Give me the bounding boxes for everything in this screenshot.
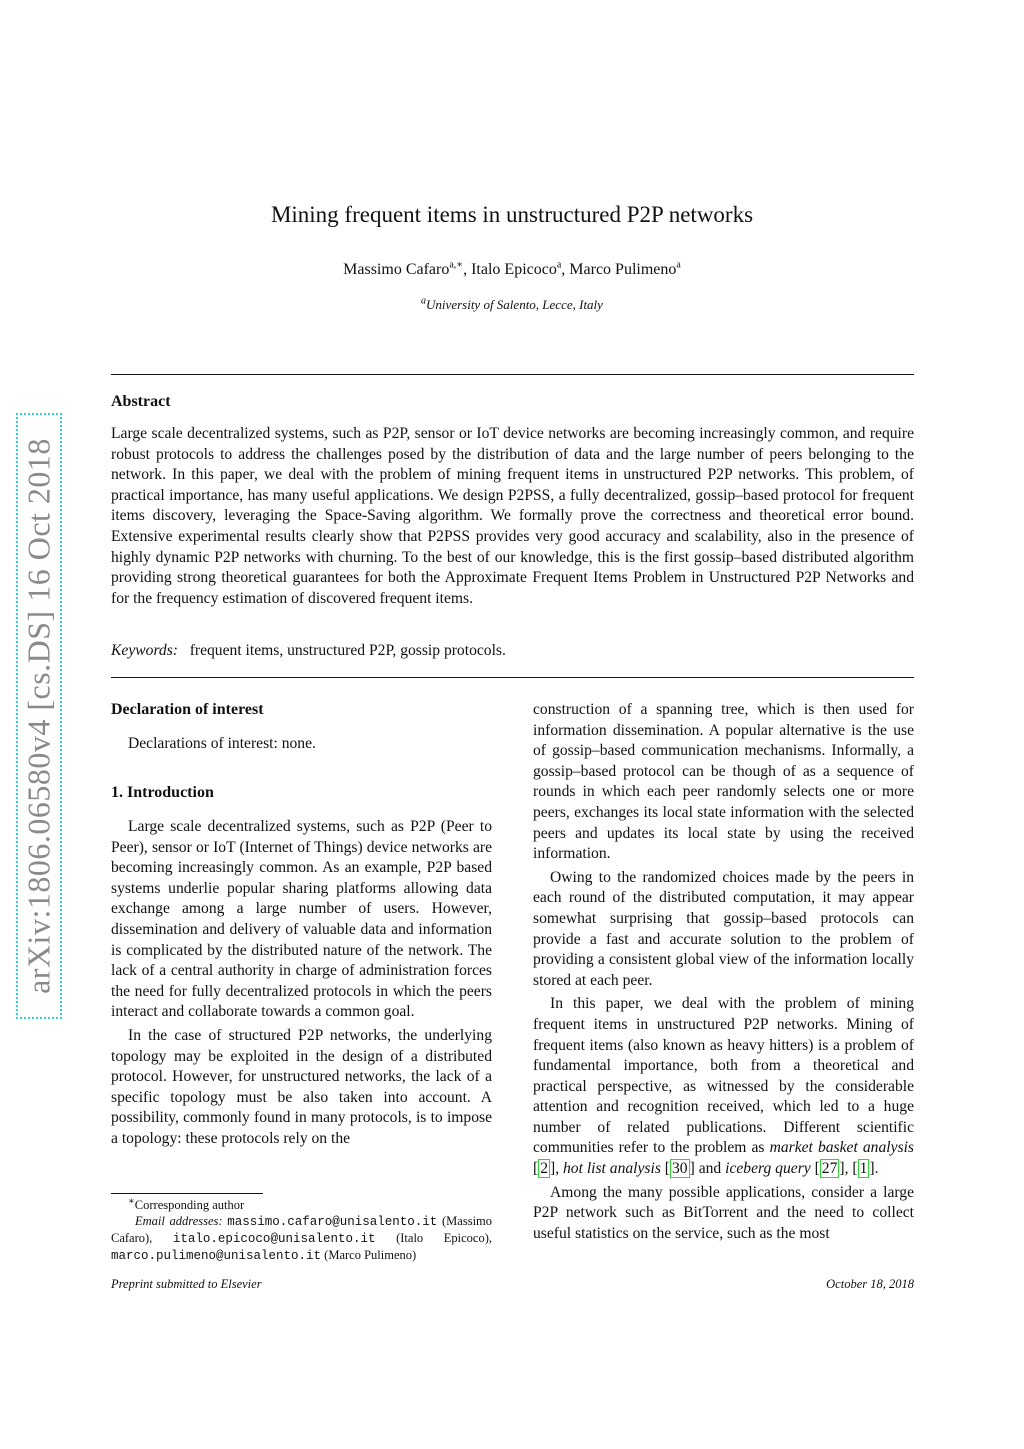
paragraph: In this paper, we deal with the problem of mining frequent items in unstructured P2P networks. Mining of frequent items (also known as heavy hitters) is a problem of fundamental importance, both from a theoretical and practical perspective, as witnessed by the considerable attention and recognition received, which led to a huge number of related publications. Different scientific communities refer to the problem as market basket analysis [ 2 ], hot list analysis [ 30 ] and iceberg query [ 27 ], [ 1 ]. [533,995,914,1178]
keywords [111,641,914,662]
paper-title: Mining frequent items in unstructured P2P networks [270,202,754,227]
citation-link[interactable]: 30 [672,1160,688,1178]
declaration-heading: Declaration of interest [111,701,264,718]
paragraph: construction of a spanning tree, which is then used for information dissemination. A popular alternative is the use of gossip–based communication mechanisms. Informally, a gossip–based protocol can be though of as a sequence of rounds in which each peer randomly selects one or more peers, exchanges its local state information with the selected peers and updates its local state by using the received information. [533,701,914,863]
intro-body [111,817,492,1150]
abstract-bottom-rule [111,677,914,678]
author-sup: a [676,259,681,271]
intro-heading: 1. Introduction [111,784,214,801]
email-link[interactable]: italo.epicoco@unisalento.it [172,1232,376,1246]
email-link[interactable]: marco.pulimeno@unisalento.it [111,1249,322,1263]
right-column [533,700,914,1244]
footnote [111,1197,492,1264]
email-link[interactable]: massimo.cafaro@unisalento.it [227,1215,438,1229]
arxiv-id: arXiv:1806.06580v4 [cs.DS] 16 Oct 2018 [20,438,57,994]
author-name: Marco Pulimeno [569,261,677,278]
citation-link[interactable]: 2 [540,1160,548,1178]
abstract-top-rule [111,374,914,375]
author-sup: a,∗ [449,259,464,271]
declaration-text: Declarations of interest: none. [128,735,316,752]
footnote-rule [111,1193,263,1194]
author-list: Massimo Cafaro$^{a,∗}$, Italo Epicoco$^a$, Marco Pulimeno$^a$ [343,259,681,278]
footnote-marker: ∗ [128,1195,135,1207]
arxiv-stamp[interactable] [16,413,62,1019]
citation-link[interactable]: 27 [821,1160,838,1178]
term: iceberg query [725,1160,811,1178]
term: hot list analysis [563,1160,661,1178]
keywords-text: frequent items, unstructured P2P, gossip protocols. [189,642,506,659]
intro-paragraph: In the case of structured P2P networks, the underlying topology may be exploited in the design of a distributed protocol. However, for unstructured networks, the lack of a specific topology must be also taken into account. A possibility, commonly found in many protocols, is to impose a topology: these protocols rely on the [111,1026,492,1147]
footer-right: October 18, 2018 [826,1277,914,1291]
affiliation-text: University of Salento, Lecce, Italy [426,297,603,312]
affiliation [0,297,1024,313]
citation-link[interactable]: 1 [859,1160,868,1178]
author-name: Italo Epicoco [471,261,557,278]
footer-left: Preprint submitted to Elsevier [111,1277,262,1291]
affiliation-sup: a [421,295,427,307]
abstract-heading: Abstract [111,393,171,410]
intro-paragraph: Large scale decentralized systems, such as P2P (Peer to Peer), sensor or IoT (Internet of Things) device networks are becoming increasingly common. As an example, P2P based systems underlie popular sharing platforms allowing data exchange among a large number of users. However, dissemination and delivery of valuable data and information is complicated by the distributed nature of the network. The lack of a central authority in charge of administration forces the need for fully decentralized protocols in which the peers interact and collaborate towards a common goal. [111,818,492,1021]
term: market basket analysis [769,1139,914,1157]
footnote-corresponding: ∗Corresponding author [128,1195,245,1212]
footnote-emails: Email addresses: massimo.cafaro@unisalento.it (Massimo Cafaro), italo.epicoco@unisalento.it (Italo Epicoco), marco.pulimeno@unisalento.it (Marco Pulimeno) [111,1214,493,1263]
keywords-label: Keywords: [111,642,178,659]
email-label: Email addresses: [135,1214,223,1228]
author-sup: a [556,259,562,271]
paragraph: Among the many possible applications, consider a large P2P network such as BitTorrent and the need to collect useful statistics on the service, such as the most [533,1183,914,1242]
abstract-text: Large scale decentralized systems, such as P2P, sensor or IoT device networks are becoming increasingly common, and require robust protocols to address the challenges posed by the distribution of data and the large number of peers belonging to the network. In this paper, we deal with the problem of mining frequent items in unstructured P2P networks. This problem, of practical importance, has many useful applications. We design P2PSS, a fully decentralized, gossip–based protocol for frequent items discovery, leveraging the Space-Saving algorithm. We formally prove the correctness and theoretical error bound. Extensive experimental results clearly show that P2PSS provides very good accuracy and scalability, also in the presence of highly dynamic P2P networks with churning. To the best of our knowledge, this is the first gossip–based distributed algorithm providing strong theoretical guarantees for both the Approximate Frequent Items Problem in Unstructured P2P Networks and for the frequency estimation of discovered frequent items. [111,425,914,607]
paragraph: Owing to the randomized choices made by the peers in each round of the distributed computation, it may appear somewhat surprising that gossip–based protocols can provide a fast and accurate solution to the problem of providing a consistent global view of the information locally stored at each peer. [533,868,914,989]
author-name: Massimo Cafaro [343,261,450,278]
